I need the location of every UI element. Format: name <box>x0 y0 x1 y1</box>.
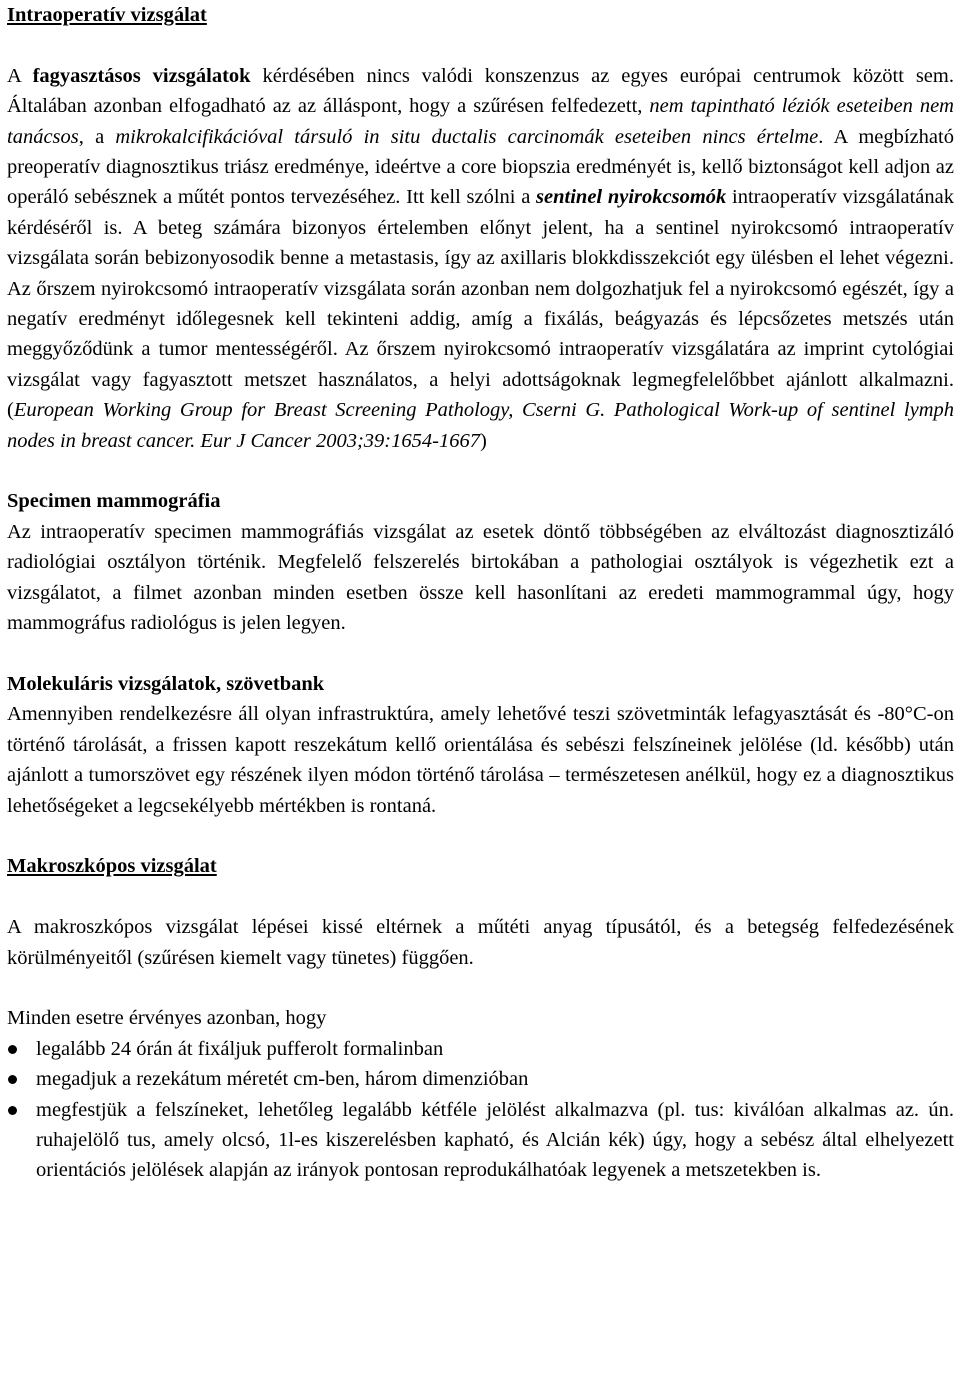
paragraph-macroscopic-intro: Minden esetre érvényes azonban, hogy <box>7 1007 327 1030</box>
bullet-icon <box>8 1075 17 1084</box>
bullet-icon <box>8 1045 17 1054</box>
paragraph-intraoperative <box>7 61 954 456</box>
italic-phrase: mikrokalcifikációval társuló in situ ductalis carcinomák eseteiben nincs értelme <box>115 125 819 148</box>
list-item-text: megfestjük a felszíneket, lehetőleg legalább kétféle jelölést alkalmazva (pl. tus: kiválóan alkalmas az. ún. ruhajelölő tus, amely olcsó, 1l-es kiszerelésben kapható, és Alcián kék) úgy, hogy a sebész által elhelyezett orientációs jelölések alapján az irányok pontosan reprodukálhatóak legyenek a metszetekben is. <box>36 1098 954 1182</box>
list-item <box>7 1034 954 1064</box>
heading-molecular: Molekuláris vizsgálatok, szövetbank <box>7 672 325 695</box>
bold-italic-term-sentinel: sentinel nyirokcsomók <box>536 186 727 209</box>
paragraph-specimen-mammography: Az intraoperatív specimen mammográfiás vizsgálat az esetek döntő többségében az elváltozást diagnosztizáló radiológiai osztályon történik. Megfelelő felszerelés birtokában a pathologiai osztályok is végezhetik ezt a vizsgálatot, a filmet azonban minden esetben össze kell hasonlítani az eredeti mammogrammal úgy, hogy mammográfus radiológus is jelen legyen. <box>7 520 954 635</box>
spacer <box>7 639 954 669</box>
heading-macroscopic: Makroszkópos vizsgálat <box>7 855 217 878</box>
heading-intraoperative: Intraoperatív vizsgálat <box>7 4 207 26</box>
text-run: , a <box>78 125 116 148</box>
text-run: kérdésében nincs valódi konszenzus az egyes európai centrumok között sem. Általában azonban elfogadható az az álláspont, hogy a szűrésen felfedezett, <box>7 64 954 118</box>
spacer <box>7 30 954 60</box>
spacer <box>7 882 954 912</box>
spacer <box>7 821 954 851</box>
paragraph-macroscopic: A makroszkópos vizsgálat lépései kissé eltérnek a műtéti anyag típusától, és a betegség felfedezésének körülményeitől (szűrésen kiemelt vagy tünetes) függően. <box>7 916 954 969</box>
bold-term-frozen-section: fagyasztásos vizsgálatok <box>32 64 251 87</box>
reference-citation: European Working Group for Breast Screening Pathology, Cserni G. Pathological Work-up of sentinel lymph nodes in breast cancer. Eur J Cancer 2003;39:1654-1667 <box>7 399 954 452</box>
text-run: intraoperatív vizsgálatának kérdéséről is. A beteg számára bizonyos értelemben előnyt jelent, ha a sentinel nyirokcsomó intraoperatív vizsgálata során bebizonyosodik benne a metastasis, így az axillaris blokkdisszekciót egy ülésben el lehet végezni. Az őrszem nyirokcsomó intraoperatív vizsgálata során azonban nem dolgozhatjuk fel a nyirokcsomó egészét, így a negatív eredményt időlegesnek kell tekinteni addig, amíg a fixálás, beágyazás és lépcsőzetes metszés után meggyőződünk a tumor mentességéről. Az őrszem nyirokcsomó intraoperatív vizsgálatára az imprint cytológiai vizsgálat vagy fagyasztott metszet használatos, a helyi adottságoknak legmegfelelőbbet ajánlott alkalmazni. ( <box>7 186 955 422</box>
list-item <box>7 1064 954 1094</box>
text-run: . A megbízható preoperatív diagnosztikus triász eredménye, ideértve a core biopszia eredményét is, kellő biztonságot kell adjon az operáló sebésznek a műtét pontos tervezéséhez. Itt kell szólni a <box>7 125 954 209</box>
spacer <box>7 973 954 1003</box>
text-run: A <box>7 64 33 87</box>
paragraph-molecular: Amennyiben rendelkezésre áll olyan infrastruktúra, amely lehetővé teszi szövetminták lefagyasztását és -80°C-on történő tárolását, a frissen kapott reszekátum kellő orientálása és sebészi felszíneinek jelölése (ld. később) után ajánlott a tumorszövet egy részének ilyen módon történő tárolása – természetesen anélkül, hogy ez a diagnosztikus lehetőségeket a legcsekélyebb mértékben is rontaná. <box>7 703 954 817</box>
italic-phrase: nem tapintható léziók eseteiben nem tanácsos <box>7 95 954 148</box>
text-run: ) <box>479 429 487 452</box>
bullet-list <box>7 1034 954 1186</box>
spacer <box>7 456 954 486</box>
list-item-text: megadjuk a rezekátum méretét cm-ben, három dimenzióban <box>36 1068 529 1091</box>
bullet-icon <box>8 1106 17 1115</box>
list-item-text: legalább 24 órán át fixáljuk pufferolt formalinban <box>36 1037 444 1060</box>
list-item <box>7 1095 954 1186</box>
heading-specimen-mammography: Specimen mammográfia <box>7 490 221 513</box>
